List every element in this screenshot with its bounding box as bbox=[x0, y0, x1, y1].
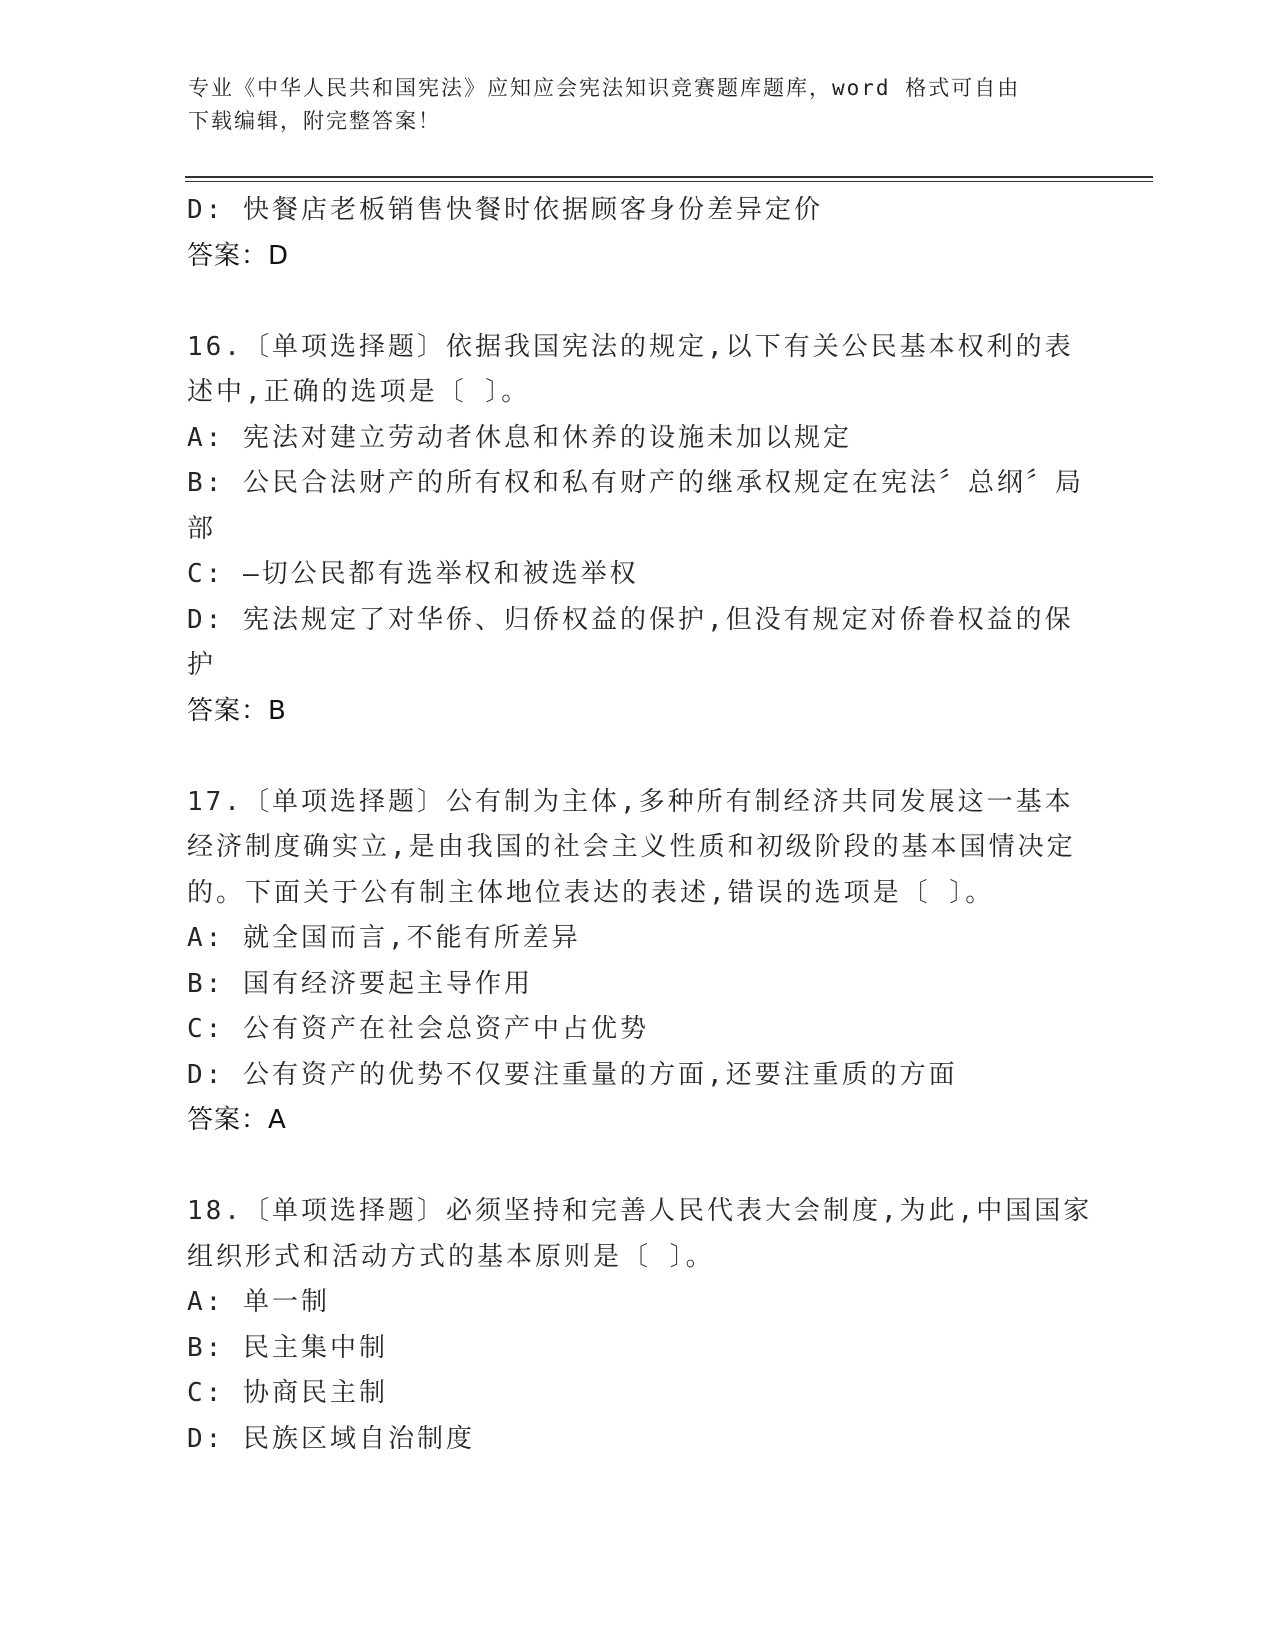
question-list bbox=[187, 188, 1093, 1462]
question-stem-line: 的。下面关于公有制主体地位表达的表述,错误的选项是〔 〕。 bbox=[187, 877, 995, 908]
option-b: B: 民主集中制 bbox=[187, 1332, 388, 1363]
option-a: A: 宪法对建立劳动者休息和休养的设施未加以规定 bbox=[187, 422, 852, 453]
header-line-2: 下载编辑，附完整答案！ bbox=[188, 109, 441, 133]
answer-line: 答案：D bbox=[187, 240, 290, 271]
option-d: D: 宪法规定了对华侨、归侨权益的保护,但没有规定对侨眷权益的保 bbox=[187, 604, 1074, 635]
option-d: D: 快餐店老板销售快餐时依据顾客身份差异定价 bbox=[187, 195, 823, 225]
question-stem-line: 组织形式和活动方式的基本原则是〔 〕。 bbox=[187, 1241, 715, 1272]
option-a: A: 就全国而言,不能有所差异 bbox=[187, 923, 581, 953]
option-b-continuation: 部 bbox=[187, 513, 217, 544]
option-a: A: 单一制 bbox=[187, 1287, 330, 1317]
question-15 bbox=[187, 188, 1087, 279]
question-18 bbox=[187, 1189, 1093, 1462]
question-stem-line: 18.〔单项选择题〕必须坚持和完善人民代表大会制度,为此,中国国家 bbox=[187, 1196, 1093, 1226]
question-stem-line: 经济制度确实立,是由我国的社会主义性质和初级阶段的基本国情决定 bbox=[187, 832, 1076, 862]
option-d: D: 公有资产的优势不仅要注重量的方面,还要注重质的方面 bbox=[187, 1059, 958, 1090]
option-b: B: 国有经济要起主导作用 bbox=[187, 968, 533, 999]
header-divider-thin bbox=[185, 181, 1153, 182]
answer-line: 答案：A bbox=[187, 1105, 287, 1135]
option-c: C: —切公民都有选举权和被选举权 bbox=[187, 559, 639, 589]
question-stem-line: 述中,正确的选项是〔 〕。 bbox=[187, 377, 531, 407]
option-d-continuation: 护 bbox=[187, 650, 217, 680]
spacer bbox=[187, 279, 1087, 325]
answer-line: 答案：B bbox=[187, 695, 287, 726]
document-header bbox=[188, 72, 1068, 138]
option-c: C: 协商民主制 bbox=[187, 1378, 388, 1408]
question-17 bbox=[187, 780, 1087, 1144]
question-stem-line: 17.〔单项选择题〕公有制为主体,多种所有制经济共同发展这一基本 bbox=[187, 786, 1074, 817]
option-b: B: 公民合法财产的所有权和私有财产的继承权规定在宪法〞总纲〞局 bbox=[187, 468, 1084, 498]
header-divider-thick bbox=[185, 176, 1153, 178]
question-16 bbox=[187, 325, 1087, 735]
option-d: D: 民族区域自治制度 bbox=[187, 1423, 475, 1454]
option-c: C: 公有资产在社会总资产中占优势 bbox=[187, 1014, 649, 1044]
header-line-1: 专业《中华人民共和国宪法》应知应会宪法知识竞赛题库题库，word 格式可自由 bbox=[188, 76, 1021, 100]
spacer bbox=[187, 734, 1087, 780]
spacer bbox=[187, 1144, 1087, 1190]
question-stem-line: 16.〔单项选择题〕依据我国宪法的规定,以下有关公民基本权利的表 bbox=[187, 331, 1074, 362]
